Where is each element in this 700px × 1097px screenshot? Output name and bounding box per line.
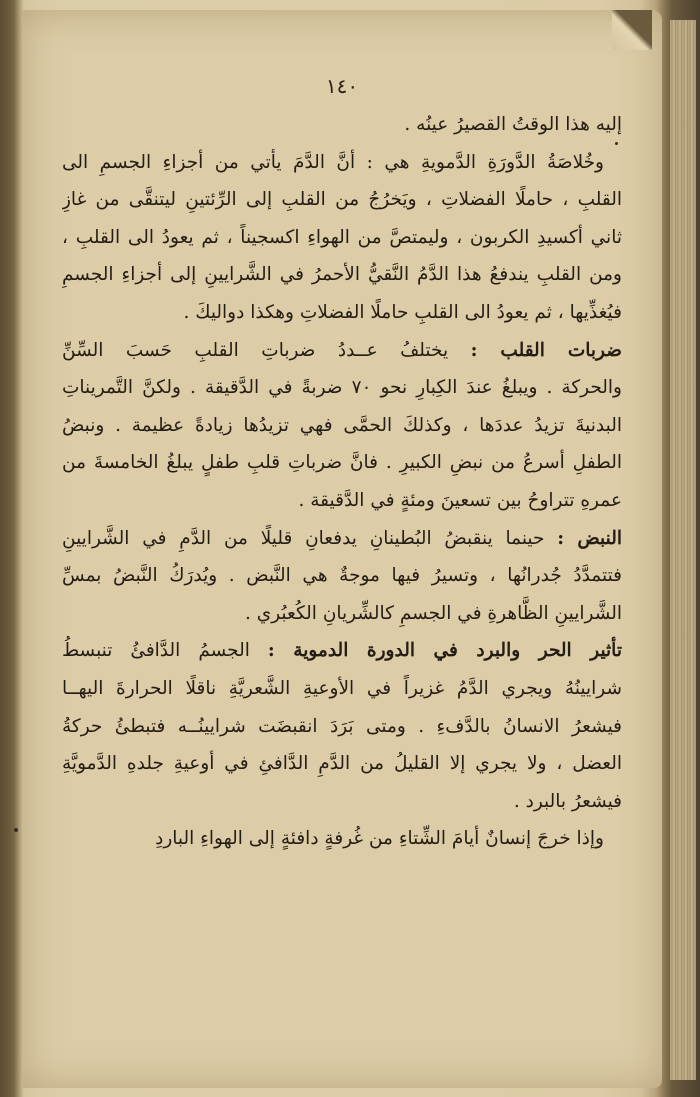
- text-line: الطفلِ أسرعُ من نبضِ الكبيرِ . فانَّ ضرباتِ قلبِ طفلٍ يبلغُ الخامسةَ من: [62, 452, 622, 474]
- text-line: وخُلاصَةُ الدَّورَةِ الدَّمويةِ هي : أنَّ الدَّمَ يأتي من أجزاءِ الجسمِ الى: [62, 151, 604, 173]
- text-line: القلبِ ، حاملًا الفضلاتِ ، ويَخرُجُ من القلبِ إلى الرِّئتينِ ليتنقَّى من غازِ: [62, 189, 622, 211]
- text-line: [62, 632, 622, 670]
- text-line: ومن القلبِ يندفعُ هذا الدَّمُ النَّقيُّ الأحمرُ في الشَّرايينِ إلى أجزاءِ الجسمِ: [62, 264, 622, 286]
- text-run: يختلفُ عــددُ ضرباتِ القلبِ حَسبَ السِّنِّ: [62, 339, 449, 361]
- page-body: [62, 106, 622, 858]
- text-line: فتتمدَّدُ جُدرانُها ، وتسيرُ فيها موجةٌ هي النَّبض . ويُدرَكُ النَّبضُ بمسِّ: [62, 565, 622, 587]
- text-line: فيشعرُ بالبرد .: [513, 790, 622, 812]
- text-line: وإذا خرجَ إنسانٌ أيامَ الشِّتاءِ من غُرفةٍ دافئةٍ إلى الهواءِ الباردِ: [155, 828, 604, 850]
- text-line: الشَّرايينِ الظَّاهرةِ في الجسمِ كالشِّريانِ الكُعبُري .: [244, 602, 622, 624]
- page-edge: [670, 20, 696, 1080]
- section-heading: ضربات القلب :: [470, 339, 622, 361]
- ink-speck: [615, 142, 618, 145]
- text-line: والحركة . ويبلغُ عندَ الكِبارِ نحو ٧٠ ضربةً في الدَّقيقة . ولكنَّ التَّمريناتِ: [62, 377, 622, 399]
- text-run: حينما ينقبضُ البُطينانِ يدفعانِ قليلًا من الدَّمِ في الشَّرايينِ: [62, 527, 545, 549]
- page-number: ١٤٠: [325, 74, 359, 98]
- text-line: [62, 332, 622, 370]
- text-line: [62, 520, 622, 558]
- text-line: إليه هذا الوقتُ القصيرُ عينُه .: [404, 114, 622, 135]
- section-heading: النبض :: [557, 527, 622, 549]
- text-line: فيشعرُ الانسانُ بالدَّفءِ . ومتى بَرَدَ انقبضَت شرايينُــه فتبطئُ حركةُ: [62, 715, 622, 737]
- text-line: عمرهِ تتراوحُ بين تسعينَ ومئةٍ في الدَّقيقة .: [298, 489, 622, 511]
- text-line: شرايينُهُ ويجري الدَّمُ غزيراً في الأوعيةِ الشَّعريَّةِ ناقلًا الحرارةَ اليهــا: [62, 677, 622, 699]
- book-page: [22, 10, 662, 1088]
- text-line: فيُغذِّيها ، ثم يعودُ الى القلبِ حاملًا الفضلاتِ وهكذا دواليكَ .: [183, 301, 622, 323]
- section-heading: تأثير الحر والبرد في الدورة الدموية :: [267, 640, 622, 662]
- page-corner: [612, 10, 652, 50]
- ink-speck: [14, 828, 18, 832]
- text-line: العضل ، ولا يجري إلا القليلُ من الدَّمِ الدَّافئِ في أوعيةِ جلدهِ الدَّمويَّةِ: [62, 753, 622, 775]
- text-run: الجسمُ الدَّافئُ تنبسطُ: [62, 640, 250, 662]
- text-line: البدنيةَ تزيدُ عددَها ، وكذلكَ الحمَّى فهي تزيدُها زيادةً عظيمة . ونبضُ: [62, 414, 622, 436]
- text-line: ثاني أكسيدِ الكربون ، وليمتصَّ من الهواءِ اكسجيناً ، ثم يعودُ الى القلبِ ،: [62, 226, 622, 248]
